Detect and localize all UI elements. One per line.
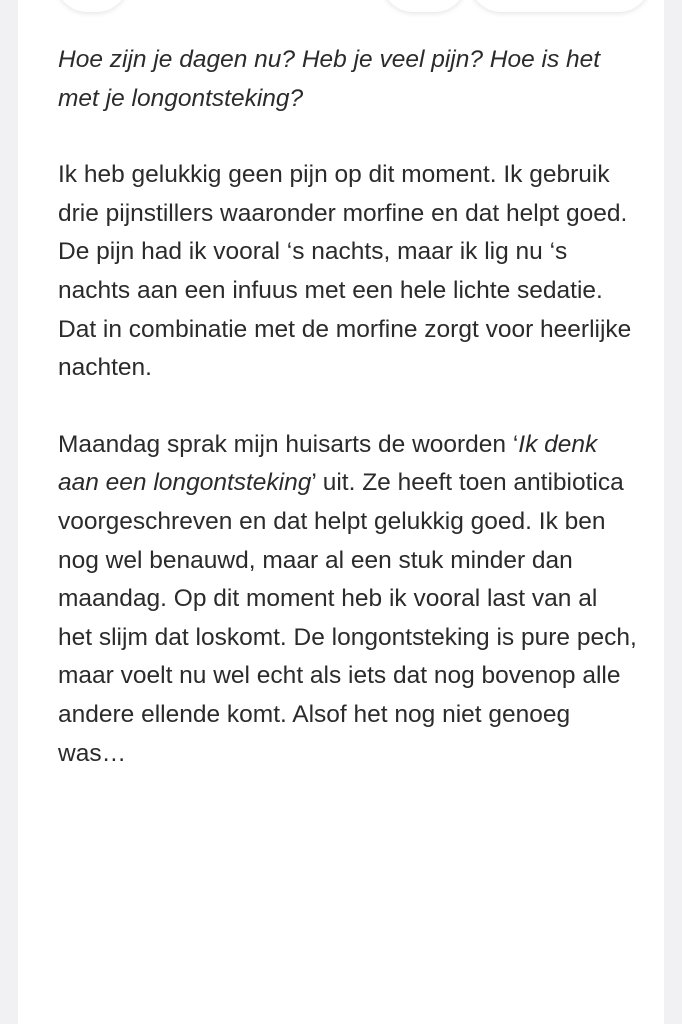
- article-body: [58, 41, 638, 773]
- top-left-button[interactable]: [56, 0, 128, 12]
- doctor-quote: Ik denk aan een longontsteking: [58, 430, 598, 497]
- answer-paragraph-1: Ik heb gelukkig geen pijn op dit moment. Ik gebruik drie pijnstillers waaronder morfine en dat helpt goed. De pijn had ik vooral ‘s nachts, maar ik lig nu ‘s nachts aan een infuus met een hele lichte sedatie. Dat in combinatie met de morfine zorgt voor heerlijke nachten.: [58, 161, 632, 382]
- top-right-button[interactable]: [470, 0, 650, 12]
- answer-paragraph-2: [58, 426, 638, 773]
- top-action-button[interactable]: [382, 0, 466, 12]
- paragraph-2-start: Maandag sprak mijn huisarts de woorden ‘: [58, 430, 519, 458]
- paragraph-2-end: ’ uit. Ze heeft toen antibiotica voorgeschreven en dat helpt gelukkig goed. Ik ben nog wel benauwd, maar al een stuk minder dan maandag. Op dit moment heb ik vooral last van al het slijm dat loskomt. De longontsteking is pure pech, maar voelt nu wel echt als iets dat nog bovenop alle andere ellende komt. Alsof het nog niet genoeg was…: [58, 469, 637, 767]
- interview-question: Hoe zijn je dagen nu? Heb je veel pijn? Hoe is het met je longontsteking?: [58, 46, 601, 112]
